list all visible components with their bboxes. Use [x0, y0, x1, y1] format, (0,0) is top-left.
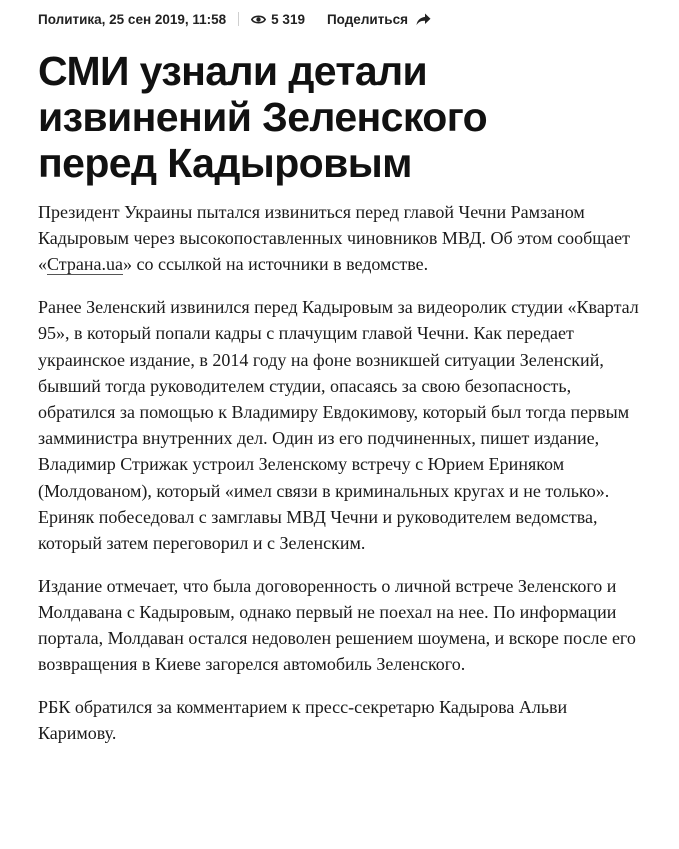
paragraph-text: » со ссылкой на источники в ведомстве. [122, 254, 429, 275]
views-count: 5 319 [271, 11, 305, 27]
paragraph-text: Президент Украины пытался извиниться перед главой Чечни Рамзаном Кадыровым через высокопоставленных чиновников МВД. Об этом сообщает « [38, 202, 630, 275]
paragraph-1 [38, 199, 650, 278]
paragraph-4: РБК обратился за комментарием к пресс-секретарю Кадырова Альви Каримову. [38, 696, 568, 744]
paragraph-2: Ранее Зеленский извинился перед Кадыровым за видеоролик студии «Квартал 95», в который попали кадры с плачущим главой Чечни. Как передает украинское издание, в 2014 году на фоне возникшей ситуации Зеленский, бывший тогда руководителем студии, опасаясь за свою безопасность, обратился за помощью к Владимиру Евдокимову, который был тогда первым замминистра внутренних дел. Один из его подчиненных, пишет издание, Владимир Стрижак устроил Зеленскому встречу с Юрием Ериняком (Молдованом), который «имел связи в криминальных кругах и не только». Ериняк побеседовал с замглавы МВД Чечни и руководителем ведомства, который затем переговорил и с Зеленским. [38, 297, 639, 553]
share-arrow-icon [416, 13, 431, 26]
share-label: Поделиться [326, 11, 408, 27]
source-link[interactable]: Страна.ua [47, 254, 123, 275]
category-date: Политика, 25 сен 2019, 11:58 [38, 11, 227, 27]
article-title [38, 48, 648, 186]
title-line: СМИ узнали детали [38, 48, 428, 94]
eye-icon [251, 14, 266, 25]
paragraph-3: Издание отмечает, что была договоренность о личной встрече Зеленского и Молдавана с Кадыровым, однако первый не поехал на нее. По информации портала, Молдаван остался недоволен решением шоумена, и вскоре после его возвращения в Киеве загорелся автомобиль Зеленского. [38, 575, 636, 675]
title-line: извинений Зеленского [38, 94, 488, 140]
title-line: перед Кадыровым [38, 140, 412, 186]
share-button[interactable] [327, 12, 431, 27]
meta-divider [238, 12, 239, 26]
view-counter [251, 12, 305, 27]
article-meta [38, 8, 659, 30]
article-body [38, 199, 650, 763]
